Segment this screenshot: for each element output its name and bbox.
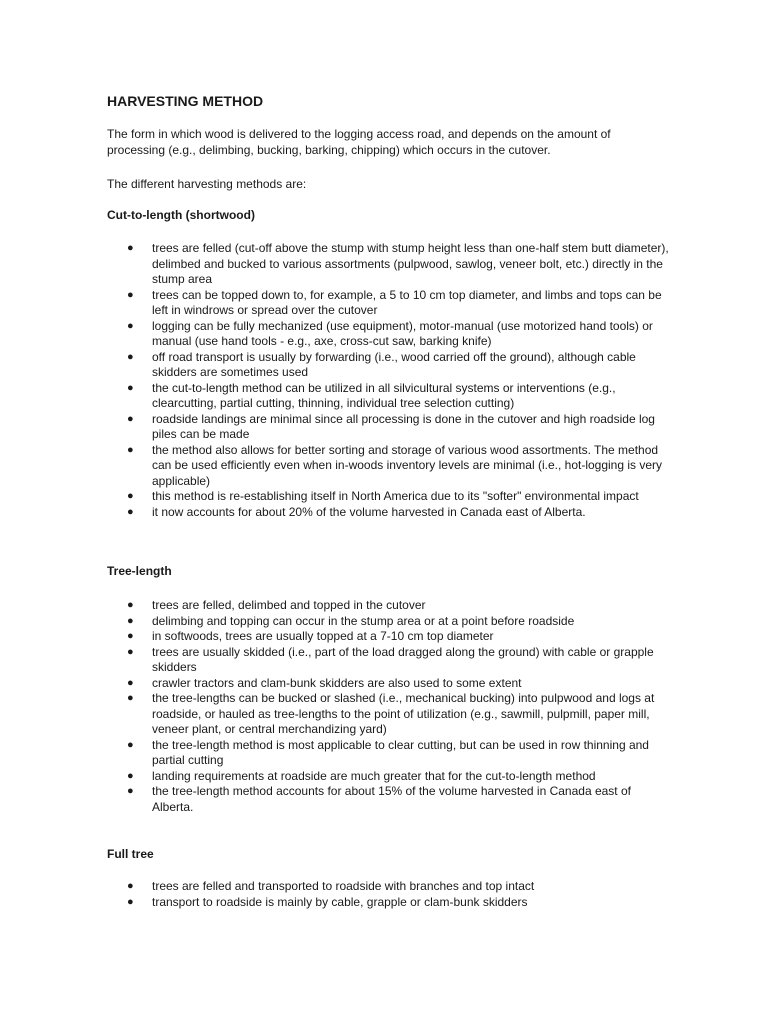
list-item (0, 738, 670, 769)
list-item-text: trees can be topped down to, for example, a 5 to 10 cm top diameter, and limbs and tops can be left in windrows or spread over the cutover (152, 287, 662, 317)
bullet-icon: ● (127, 614, 134, 627)
bullet-icon: ● (127, 288, 134, 301)
list-item (0, 288, 670, 319)
list-item (0, 676, 670, 692)
bullet-icon: ● (127, 443, 134, 456)
list-item-text: in softwoods, trees are usually topped at a 7-10 cm top diameter (152, 629, 494, 643)
list-item-text: this method is re-establishing itself in North America due to its "softer" environmental impact (152, 489, 639, 503)
list-item (0, 614, 670, 630)
lead-paragraph: The different harvesting methods are: (107, 177, 307, 191)
list-item-text: crawler tractors and clam-bunk skidders are also used to some extent (152, 675, 522, 690)
list-item (0, 879, 670, 895)
list-item (0, 895, 670, 911)
bullet-icon: ● (127, 412, 134, 425)
list-item-text: off road transport is usually by forwarding (i.e., wood carried off the ground), although cable skidders are sometimes used (152, 349, 636, 379)
list-item (0, 769, 670, 785)
bullet-icon: ● (127, 880, 134, 892)
bullet-icon: ● (127, 505, 134, 518)
bullet-icon: ● (127, 242, 134, 254)
bullet-icon: ● (127, 630, 134, 642)
list-item-text: delimbing and topping can occur in the stump area or at a point before roadside (152, 613, 575, 628)
list-item (0, 319, 670, 350)
list-item (0, 598, 670, 614)
list-item-text: the method also allows for better sorting and storage of various wood assortments. The method can be used efficiently even when in-woods inventory levels are minimal (i.e., hot-logging is very applicable) (152, 442, 663, 488)
list-item (0, 629, 670, 645)
bullet-icon: ● (127, 676, 134, 689)
list-item (0, 443, 670, 490)
bullet-icon: ● (127, 350, 134, 363)
section-heading-tree-length: Tree-length (107, 564, 172, 578)
bullet-icon: ● (127, 769, 134, 782)
list-item-text: the tree-length method accounts for about 15% of the volume harvested in Canada east of Alberta. (152, 784, 631, 814)
page-title: HARVESTING METHOD (107, 93, 264, 109)
list-item-text: trees are felled (cut-off above the stump with stump height less than one-half stem butt diameter), delimbed and bucked to various assortments (pulpwood, sawlog, veneer bolt, etc.) directly in the stump area (152, 241, 669, 286)
list-item (0, 241, 670, 288)
section-heading-cut-to-length: Cut-to-length (shortwood) (107, 208, 255, 222)
bullet-icon: ● (127, 645, 134, 658)
bullet-icon: ● (127, 381, 134, 394)
bullet-icon: ● (127, 599, 134, 611)
list-item-text: the tree-lengths can be bucked or slashed (i.e., mechanical bucking) into pulpwood and logs at roadside, or hauled as tree-lengths to the point of utilization (e.g., sawmill, pulpmill, paper mill, veneer plant, or central merchandizing yard) (152, 691, 655, 736)
list-item-text: trees are usually skidded (i.e., part of the load dragged along the ground) with cable or grapple skidders (152, 644, 654, 674)
list-item (0, 381, 670, 412)
list-item (0, 489, 670, 505)
list-item-text: trees are felled and transported to roadside with branches and top intact (152, 879, 535, 893)
bullet-icon: ● (127, 319, 134, 332)
section-heading-full-tree: Full tree (107, 847, 154, 861)
bullet-icon: ● (127, 785, 134, 797)
full-tree-list (0, 879, 670, 910)
list-item (0, 350, 670, 381)
cut-to-length-list (0, 241, 670, 520)
list-item (0, 691, 670, 738)
list-item (0, 412, 670, 443)
list-item-text: it now accounts for about 20% of the volume harvested in Canada east of Alberta. (152, 504, 586, 519)
list-item-text: trees are felled, delimbed and topped in the cutover (152, 598, 426, 612)
intro-paragraph: The form in which wood is delivered to the logging access road, and depends on the amount of processing (e.g., delimbing, bucking, barking, chipping) which occurs in the cutover. (107, 127, 611, 157)
list-item (0, 784, 670, 815)
bullet-icon: ● (127, 738, 134, 751)
bullet-icon: ● (127, 895, 134, 908)
list-item-text: transport to roadside is mainly by cable, grapple or clam-bunk skidders (152, 894, 528, 909)
list-item (0, 645, 670, 676)
bullet-icon: ● (127, 490, 134, 502)
list-item-text: roadside landings are minimal since all processing is done in the cutover and high roadside log piles can be made (152, 411, 655, 441)
list-item-text: the cut-to-length method can be utilized in all silvicultural systems or interventions (e.g., clearcutting, partial cutting, thinning, individual tree selection cutting) (152, 380, 616, 410)
list-item-text: logging can be fully mechanized (use equipment), motor-manual (use motorized hand tools) or manual (use hand tools - e.g., axe, cross-cut saw, barking knife) (152, 318, 653, 348)
list-item-text: the tree-length method is most applicable to clear cutting, but can be used in row thinning and partial cutting (152, 737, 649, 767)
list-item (0, 505, 670, 521)
bullet-icon: ● (127, 692, 134, 704)
tree-length-list (0, 598, 670, 815)
list-item-text: landing requirements at roadside are much greater that for the cut-to-length method (152, 768, 596, 783)
